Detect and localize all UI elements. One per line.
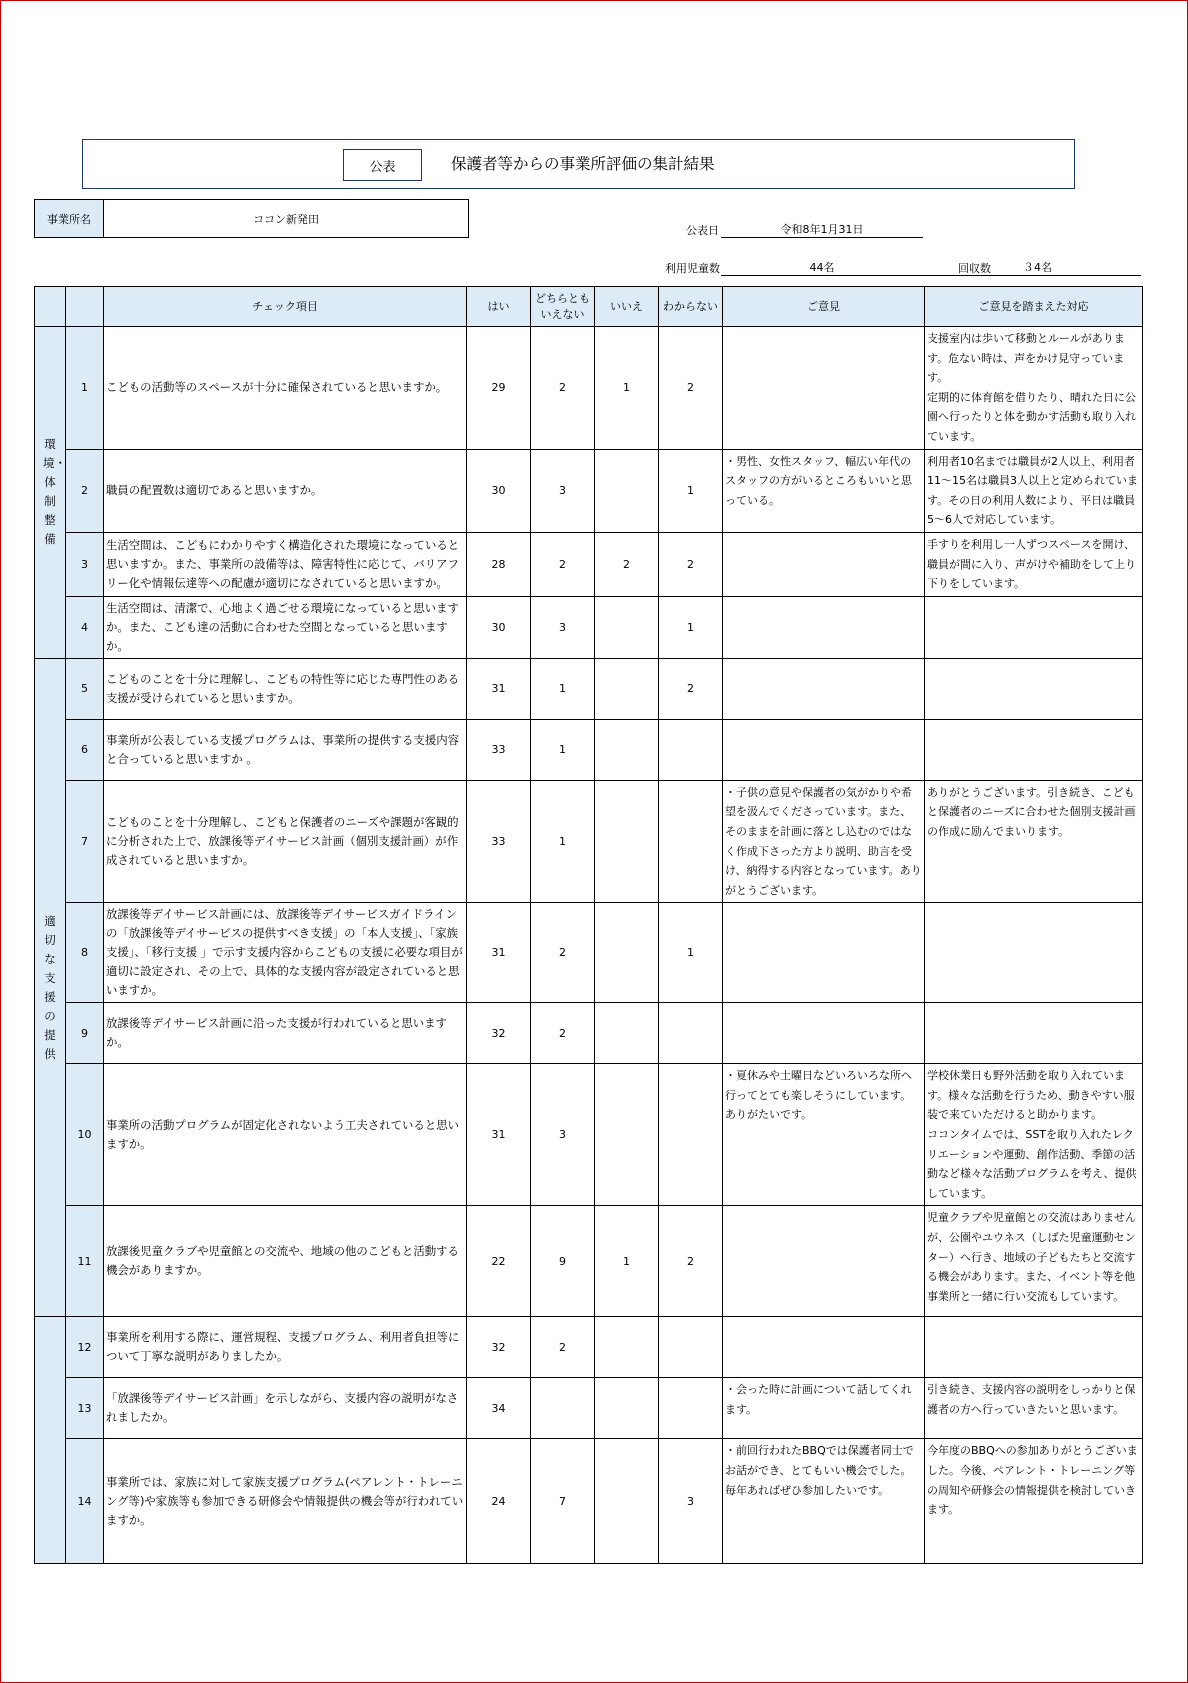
responses-count-label: 回収数 xyxy=(958,262,991,275)
unknown-count: 1 xyxy=(659,449,723,532)
response-text xyxy=(925,1317,1143,1378)
evaluation-table xyxy=(34,286,1143,1564)
neither-count: 1 xyxy=(531,658,595,719)
table-row xyxy=(35,658,1143,719)
unknown-count: 2 xyxy=(659,658,723,719)
no-count xyxy=(595,1003,659,1064)
title-box xyxy=(82,139,1075,189)
neither-count: 9 xyxy=(531,1206,595,1317)
opinion-text xyxy=(723,1317,925,1378)
check-item: 放課後児童クラブや児童館との交流や、地域の他のこどもと活動する機会がありますか。 xyxy=(104,1206,467,1317)
row-number: 3 xyxy=(66,532,104,596)
no-count xyxy=(595,1439,659,1564)
check-item: 事業所の活動プログラムが固定化されないよう工夫されていると思いますか。 xyxy=(104,1064,467,1206)
group-label xyxy=(35,327,66,659)
group-label xyxy=(35,658,66,1317)
opinion-text xyxy=(723,596,925,658)
response-text: 児童クラブや児童館との交流はありませんが、公園やユウネス（しばた児童運動センター）へ行き、地域の子どもたちと交流する機会があります。また、イベント等を他事業所と一緒に行い交流もしています。 xyxy=(925,1206,1143,1317)
no-count xyxy=(595,1378,659,1439)
number-header xyxy=(66,287,104,327)
check-item-header: チェック項目 xyxy=(104,287,467,327)
opinion-text xyxy=(723,658,925,719)
users-count-value: 44名 xyxy=(721,259,923,276)
table-row xyxy=(35,327,1143,450)
check-item: 放課後等デイサービス計画に沿った支援が行われていると思いますか。 xyxy=(104,1003,467,1064)
opinion-header: ご意見 xyxy=(723,287,925,327)
opinion-text xyxy=(723,532,925,596)
check-item: 生活空間は、こどもにわかりやすく構造化された環境になっていると思いますか。また、事業所の設備等は、障害特性に応じて、バリアフリー化や情報伝達等への配慮が適切になされていると思いますか。 xyxy=(104,532,467,596)
unknown-count: 2 xyxy=(659,1206,723,1317)
response-text xyxy=(925,596,1143,658)
table-row xyxy=(35,1003,1143,1064)
no-count xyxy=(595,1064,659,1206)
row-number: 8 xyxy=(66,903,104,1003)
no-count: 2 xyxy=(595,532,659,596)
opinion-text xyxy=(723,327,925,450)
yes-count: 22 xyxy=(467,1206,531,1317)
unknown-count xyxy=(659,780,723,903)
yes-count: 31 xyxy=(467,903,531,1003)
table-row xyxy=(35,1317,1143,1378)
no-count xyxy=(595,658,659,719)
unknown-count: 1 xyxy=(659,903,723,1003)
response-text: 今年度のBBQへの参加ありがとうございました。今後、ペアレント・トレーニング等の周知や研修会の情報提供を検討していきます。 xyxy=(925,1439,1143,1564)
row-number: 9 xyxy=(66,1003,104,1064)
no-header: いいえ xyxy=(595,287,659,327)
row-number: 13 xyxy=(66,1378,104,1439)
yes-count: 30 xyxy=(467,449,531,532)
neither-count xyxy=(531,1378,595,1439)
neither-count: 2 xyxy=(531,327,595,450)
group-label-text: 環境・体制整備 xyxy=(43,437,66,547)
response-text: 利用者10名までは職員が2人以上、利用者11～15名は職員3人以上と定められています。その日の利用人数により、平日は職員5～6人で対応しています。 xyxy=(925,449,1143,532)
publish-date-value: 令和8年1月31日 xyxy=(721,221,923,238)
response-header: ご意見を踏まえた対応 xyxy=(925,287,1143,327)
row-number: 7 xyxy=(66,780,104,903)
row-number: 5 xyxy=(66,658,104,719)
check-item: 事業所を利用する際に、運営規程、支援プログラム、利用者負担等について丁寧な説明がありましたか。 xyxy=(104,1317,467,1378)
opinion-text xyxy=(723,1003,925,1064)
row-number: 12 xyxy=(66,1317,104,1378)
neither-count: 1 xyxy=(531,780,595,903)
yes-count: 28 xyxy=(467,532,531,596)
publish-date-label: 公表日 xyxy=(686,224,719,237)
opinion-text: ・子供の意見や保護者の気がかりや希望を汲んでくださっています。また、そのままを計画に落とし込むのではなく作成下さった方より説明、助言を受け、納得する内容となっています。ありがとうございます。 xyxy=(723,780,925,903)
no-count xyxy=(595,1317,659,1378)
table-row xyxy=(35,449,1143,532)
response-text xyxy=(925,719,1143,780)
office-name-value: ココン新発田 xyxy=(104,200,469,238)
yes-count: 24 xyxy=(467,1439,531,1564)
no-count: 1 xyxy=(595,1206,659,1317)
table-row xyxy=(35,596,1143,658)
unknown-count xyxy=(659,1064,723,1206)
check-item: 「放課後等デイサービス計画」を示しながら、支援内容の説明がなされましたか。 xyxy=(104,1378,467,1439)
response-text: 引き続き、支援内容の説明をしっかりと保護者の方へ行っていきたいと思います。 xyxy=(925,1378,1143,1439)
yes-count: 33 xyxy=(467,719,531,780)
page-title: 保護者等からの事業所評価の集計結果 xyxy=(451,155,715,173)
neither-count: 3 xyxy=(531,596,595,658)
row-number: 14 xyxy=(66,1439,104,1564)
yes-header: はい xyxy=(467,287,531,327)
check-item: 生活空間は、清潔で、心地よく過ごせる環境になっていると思いますか。また、こども達の活動に合わせた空間となっていると思いますか。 xyxy=(104,596,467,658)
unknown-count xyxy=(659,719,723,780)
neither-count: 2 xyxy=(531,1003,595,1064)
yes-count: 32 xyxy=(467,1003,531,1064)
no-count xyxy=(595,719,659,780)
responses-count-value: ３4名 xyxy=(923,259,1141,276)
response-text: ありがとうございます。引き続き、こどもと保護者のニーズに合わせた個別支援計画の作成に励んでまいります。 xyxy=(925,780,1143,903)
table-row xyxy=(35,1378,1143,1439)
yes-count: 29 xyxy=(467,327,531,450)
table-row xyxy=(35,1064,1143,1206)
row-number: 10 xyxy=(66,1064,104,1206)
opinion-text xyxy=(723,903,925,1003)
unknown-count xyxy=(659,1378,723,1439)
unknown-count: 1 xyxy=(659,596,723,658)
office-name-label: 事業所名 xyxy=(35,200,104,238)
no-count xyxy=(595,780,659,903)
neither-count: 2 xyxy=(531,532,595,596)
response-text: 学校休業日も野外活動を取り入れています。様々な活動を行うため、動きやすい服装で来ていただけると助かります。 ココンタイムでは、SSTを取り入れたレクリエーションや運動、創作活動、季節の活動など様々な活動プログラムを考え、提供しています。 xyxy=(925,1064,1143,1206)
unknown-count: 2 xyxy=(659,532,723,596)
group-label xyxy=(35,1317,66,1564)
neither-count: 1 xyxy=(531,719,595,780)
response-text xyxy=(925,658,1143,719)
header-row xyxy=(35,287,1143,327)
check-item: 職員の配置数は適切であると思いますか。 xyxy=(104,449,467,532)
no-count xyxy=(595,449,659,532)
row-number: 11 xyxy=(66,1206,104,1317)
table-row xyxy=(35,780,1143,903)
neither-count: 2 xyxy=(531,1317,595,1378)
response-text: 支援室内は歩いて移動とルールがあります。危ない時は、声をかけ見守っています。 定期的に体育館を借りたり、晴れた日に公園へ行ったりと体を動かす活動も取り入れています。 xyxy=(925,327,1143,450)
table-row xyxy=(35,719,1143,780)
opinion-text xyxy=(723,1206,925,1317)
neither-count: 3 xyxy=(531,449,595,532)
users-count-label: 利用児童数 xyxy=(665,262,720,275)
check-item: 事業所が公表している支援プログラムは、事業所の提供する支援内容と合っていると思いますか 。 xyxy=(104,719,467,780)
check-item: こどもの活動等のスペースが十分に確保されていると思いますか。 xyxy=(104,327,467,450)
group-header xyxy=(35,287,66,327)
neither-count: 3 xyxy=(531,1064,595,1206)
response-text: 手すりを利用し一人ずつスペースを開け、職員が間に入り、声がけや補助をして上り下りをしています。 xyxy=(925,532,1143,596)
no-count xyxy=(595,596,659,658)
no-count xyxy=(595,903,659,1003)
yes-count: 34 xyxy=(467,1378,531,1439)
neither-header: どちらとも いえない xyxy=(531,287,595,327)
check-item: 事業所では、家族に対して家族支援プログラム(ペアレント・トレーニング等)や家族等も参加できる研修会や情報提供の機会等が行われていますか。 xyxy=(104,1439,467,1564)
group-label-text: 適切な支援の提供 xyxy=(44,913,56,1061)
opinion-text: ・夏休みや土曜日などいろいろな所へ行ってとても楽しそうにしています。ありがたいです。 xyxy=(723,1064,925,1206)
opinion-text: ・男性、女性スタッフ、幅広い年代のスタッフの方がいるところもいいと思っている。 xyxy=(723,449,925,532)
check-item: 放課後等デイサービス計画には、放課後等デイサービスガイドラインの「放課後等デイサービスの提供すべき支援」の「本人支援」、「家族支援」、「移行支援 」で示す支援内容からこどもの支援に必要な項目が適切に設定され、その上で、具体的な支援内容が設定されていると思いますか。 xyxy=(104,903,467,1003)
neither-count: 2 xyxy=(531,903,595,1003)
opinion-text: ・前回行われたBBQでは保護者同士でお話ができ、とてもいい機会でした。毎年あればぜひ参加したいです。 xyxy=(723,1439,925,1564)
yes-count: 31 xyxy=(467,1064,531,1206)
table-row xyxy=(35,532,1143,596)
row-number: 4 xyxy=(66,596,104,658)
table-row xyxy=(35,1206,1143,1317)
opinion-text: ・会った時に計画について話してくれます。 xyxy=(723,1378,925,1439)
no-count: 1 xyxy=(595,327,659,450)
table-row xyxy=(35,1439,1143,1564)
neither-count: 7 xyxy=(531,1439,595,1564)
yes-count: 32 xyxy=(467,1317,531,1378)
table-row xyxy=(35,903,1143,1003)
public-badge: 公表 xyxy=(343,149,422,181)
office-name-table xyxy=(34,199,469,238)
row-number: 2 xyxy=(66,449,104,532)
unknown-count: 2 xyxy=(659,327,723,450)
yes-count: 30 xyxy=(467,596,531,658)
row-number: 6 xyxy=(66,719,104,780)
check-item: こどものことを十分に理解し、こどもの特性等に応じた専門性のある支援が受けられていると思いますか。 xyxy=(104,658,467,719)
unknown-count xyxy=(659,1003,723,1064)
yes-count: 33 xyxy=(467,780,531,903)
response-text xyxy=(925,903,1143,1003)
unknown-count xyxy=(659,1317,723,1378)
unknown-header: わからない xyxy=(659,287,723,327)
opinion-text xyxy=(723,719,925,780)
row-number: 1 xyxy=(66,327,104,450)
response-text xyxy=(925,1003,1143,1064)
unknown-count: 3 xyxy=(659,1439,723,1564)
check-item: こどものことを十分理解し、こどもと保護者のニーズや課題が客観的に分析された上で、放課後等デイサービス計画（個別支援計画）が作成されていると思いますか。 xyxy=(104,780,467,903)
yes-count: 31 xyxy=(467,658,531,719)
